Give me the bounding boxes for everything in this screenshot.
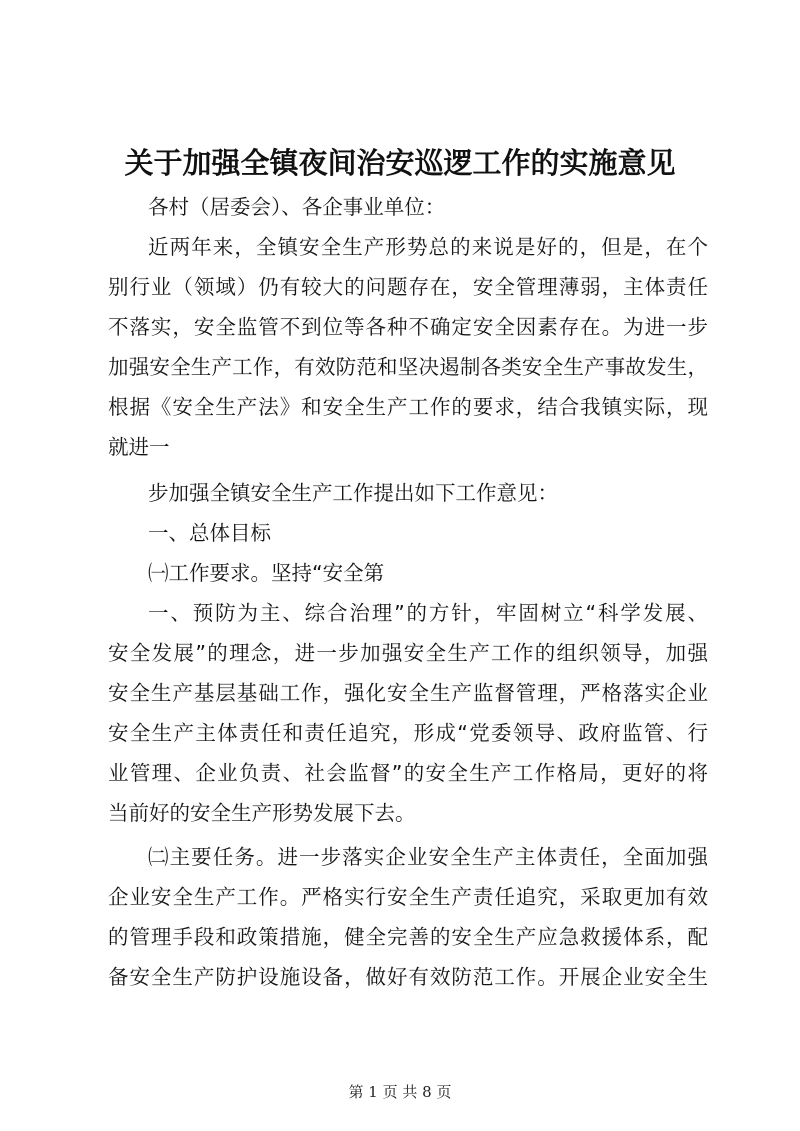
body-line-12: 安全生产基层基础工作，强化安全生产监督管理，严格落实企业 [108, 681, 708, 705]
body-line-10: 一、预防为主、综合治理”的方针，牢固树立“科学发展、 [148, 601, 708, 625]
body-line-6: 就进一 [108, 435, 170, 459]
body-line-15: 当前好的安全生产形势发展下去。 [108, 801, 416, 825]
subsection-main-tasks: ㈡主要任务。进一步落实企业安全生产主体责任，全面加强 [148, 845, 708, 869]
body-line-17: 企业安全生产工作。严格实行安全生产责任追究，采取更加有效 [108, 885, 708, 909]
document-title: 关于加强全镇夜间治安巡逻工作的实施意见 [124, 146, 676, 180]
body-line-1: 近两年来，全镇安全生产形势总的来说是好的，但是，在个 [148, 235, 708, 259]
body-line-2: 别行业（领域）仍有较大的问题存在，安全管理薄弱，主体责任 [108, 275, 708, 299]
salutation-line: 各村（居委会）、各企事业单位： [148, 195, 446, 219]
body-line-7: 步加强全镇安全生产工作提出如下工作意见： [148, 481, 558, 505]
body-line-11: 安全发展”的理念，进一步加强安全生产工作的组织领导，加强 [108, 641, 708, 665]
page-indicator: 第 1 页 共 8 页 [348, 1083, 452, 1101]
subsection-work-requirements: ㈠工作要求。坚持“安全第 [148, 561, 385, 585]
body-line-13: 安全生产主体责任和责任追究，形成“党委领导、政府监管、行 [108, 721, 708, 745]
body-line-3: 不落实，安全监管不到位等各种不确定安全因素存在。为进一步 [108, 315, 708, 339]
section-heading-overall-goal: 一、总体目标 [148, 521, 271, 545]
body-line-19: 备安全生产防护设施设备，做好有效防范工作。开展企业安全生 [108, 965, 708, 989]
body-line-14: 业管理、企业负责、社会监督”的安全生产工作格局，更好的将 [108, 761, 708, 785]
body-line-5: 根据《安全生产法》和安全生产工作的要求，结合我镇实际，现 [108, 395, 708, 419]
body-line-4: 加强安全生产工作，有效防范和坚决遏制各类安全生产事故发生， [108, 355, 708, 379]
body-line-18: 的管理手段和政策措施，健全完善的安全生产应急救援体系，配 [108, 925, 708, 949]
